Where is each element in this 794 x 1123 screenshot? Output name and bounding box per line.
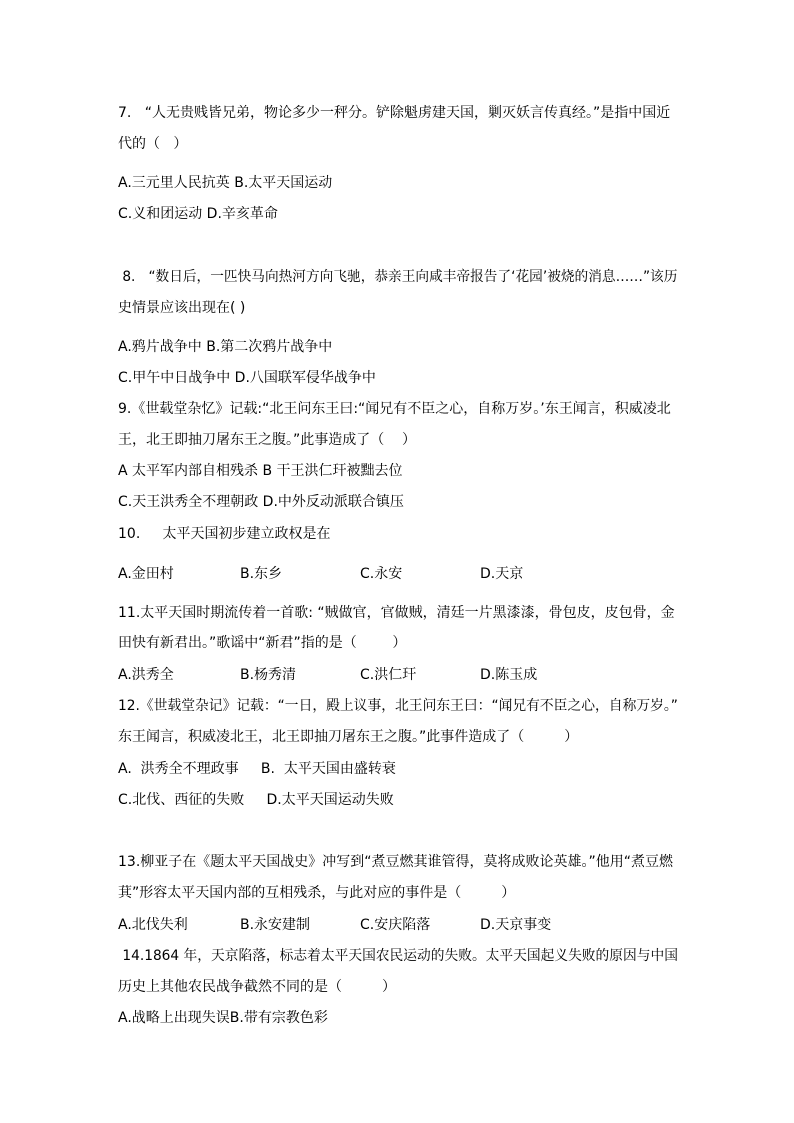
question-10-option-a: A.金田村 [118, 566, 174, 582]
question-8-options-row-1: A.鸦片战争中 B.第二次鸦片战争中 [118, 339, 333, 355]
question-10-option-d: D.天京 [480, 566, 524, 582]
question-11-option-c: C.洪仁玕 [360, 667, 417, 683]
question-7-line-2: 代的（ ） [118, 136, 188, 152]
question-9-line-1: 9.《世载堂杂忆》记载:“北王问东王曰:“闻兄有不臣之心，自称万岁。’东王闻言，积威凌北 [118, 401, 671, 417]
question-14-line-2: 历史上其他农民战争截然不同的是（ ） [118, 979, 397, 995]
question-9-options-row-2: C.天王洪秀全不理朝政 D.中外反动派联合镇压 [118, 494, 404, 510]
question-9-options-row-1: A 太平军内部自相残杀 B 干王洪仁玕被黜去位 [118, 463, 403, 479]
question-10-option-c: C.永安 [360, 566, 403, 582]
question-13-option-c: C.安庆陷落 [360, 917, 431, 933]
question-12-line-1: 12.《世载堂杂记》记载：“一日，殿上议事，北王问东王曰：“闻兄有不臣之心，自称万岁。” [118, 698, 678, 714]
question-10-line-1: 10. 太平天国初步建立政权是在 [118, 526, 331, 542]
question-11-line-2: 田快有新君出。”歌谣中“新君”指的是（ ） [118, 635, 407, 651]
question-12-line-2: 东王闻言，积威凌北王，北王即抽刀屠东王之腹。”此事件造成了（ ） [118, 729, 579, 745]
question-12-options-row-1: A. 洪秀全不理政事 B. 太平天国由盛转衰 [118, 761, 396, 777]
question-11-option-b: B.杨秀清 [240, 667, 297, 683]
question-8-line-1: 8. “数日后，一匹快马向热河方向飞驰，恭亲王向咸丰帝报告了‘花园’被烧的消息……”该历 [118, 269, 678, 285]
question-7-line-1: 7. “人无贵贱皆兄弟，物论多少一秤分。铲除魁虏建天国，剿灭妖言传真经。”是指中国近 [118, 105, 671, 121]
question-11-option-d: D.陈玉成 [480, 667, 538, 683]
question-9-line-2: 王，北王即抽刀屠东王之腹。”此事造成了（ ） [118, 432, 417, 448]
question-14-options-row-1: A.战略上出现失误B.带有宗教色彩 [118, 1010, 328, 1026]
question-11-option-a: A.洪秀全 [118, 667, 174, 683]
question-13-option-b: B.永安建制 [240, 917, 311, 933]
question-8-line-2: 史情景应该出现在( ) [118, 300, 246, 316]
question-7-options-row-1: A.三元里人民抗英 B.太平天国运动 [118, 175, 333, 191]
question-13-line-1: 13.柳亚子在《题太平天国战史》冲写到“煮豆燃萁谁管得，莫将成败论英雄。”他用“煮豆燃 [118, 854, 674, 870]
question-13-line-2: 萁”形容太平天国内部的互相残杀，与此对应的事件是（ ） [118, 885, 516, 901]
question-13-option-a: A.北伐失利 [118, 917, 188, 933]
question-8-options-row-2: C.甲午中日战争中 D.八国联军侵华战争中 [118, 370, 376, 386]
question-7-options-row-2: C.义和团运动 D.辛亥革命 [118, 206, 278, 222]
question-10-option-b: B.东乡 [240, 566, 283, 582]
question-12-options-row-2: C.北伐、西征的失败 D.太平天国运动失败 [118, 792, 394, 808]
question-11-line-1: 11.太平天国时期流传着一首歌: “贼做官，官做贼，清廷一片黑漆漆，骨包皮，皮包骨，金 [118, 605, 675, 621]
question-13-option-d: D.天京事变 [480, 917, 552, 933]
question-14-line-1: 14.1864 年，天京陷落，标志着太平天国农民运动的失败。太平天国起义失败的原因与中国 [118, 948, 678, 964]
